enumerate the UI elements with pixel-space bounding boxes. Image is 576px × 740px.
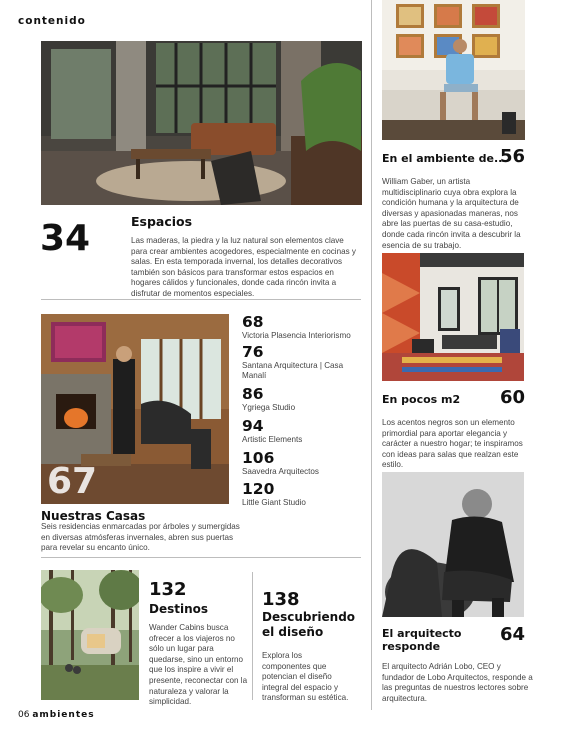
casas-item-name: Ygriega Studio (242, 403, 296, 412)
divider-casas (41, 557, 361, 558)
casas-item-number: 120 (242, 480, 275, 498)
divider-espacios (41, 299, 361, 300)
diseno-page-number: 138 (262, 589, 300, 610)
casas-list-item[interactable] (242, 344, 367, 386)
destinos-description: Wander Cabins busca ofrecer a los viajeros no sólo un lugar para quedarse, sino un entorno que los inspire a vivir el presente, reconectar con la naturaleza y valorar la simplicidad. (149, 623, 248, 707)
footer (18, 710, 95, 720)
destinos-cabin-photo[interactable] (41, 570, 139, 700)
casas-list-item[interactable] (242, 386, 367, 418)
casas-description: Seis residencias enmarcadas por árboles y sumergidas en diversas atmósferas invernales, abren sus puertas para revelar su encanto único. (41, 522, 240, 553)
column-divider (371, 0, 372, 710)
ambiente-artist-photo[interactable] (382, 0, 525, 140)
casas-item-number: 94 (242, 417, 264, 435)
casas-list-item[interactable] (242, 481, 367, 511)
footer-brand: ambientes (32, 710, 95, 720)
casas-item-number: 68 (242, 313, 264, 331)
pocos-title[interactable]: En pocos m2 (382, 393, 461, 406)
casas-list-item[interactable] (242, 418, 367, 450)
casas-list-item[interactable] (242, 450, 367, 481)
arquitecto-title[interactable]: El arquitecto responde (382, 627, 462, 653)
casas-list-item[interactable] (242, 314, 367, 344)
diseno-description: Explora los componentes que potencian el diseño integral del espacio y transforman su estética. (262, 651, 349, 703)
casas-item-name: Artistic Elements (242, 435, 303, 444)
casas-item-number: 76 (242, 343, 264, 361)
espacios-description: Las maderas, la piedra y la luz natural son elementos clave para crear ambientes acogedores, especialmente en cocinas y salas. En esta temporada invernal, los detalles decorativos también son básicos para transformar estos espacios en hogares cálidos y funcionales, donde cada rincón invita a disfrutar de momentos especiales. (131, 236, 356, 298)
ambiente-page-number: 56 (500, 146, 526, 167)
casas-page-number: 67 (47, 461, 98, 502)
pocos-description: Los acentos negros son un elemento primordial para aportar elegancia y carácter a nuestro hogar; te inspiramos con ideas para salas que realzan este estilo. (382, 418, 523, 470)
casas-item-name: Little Giant Studio (242, 498, 306, 507)
ambiente-title[interactable]: En el ambiente de... (382, 152, 507, 165)
diseno-title[interactable]: Descubriendo el diseño (262, 610, 356, 639)
destinos-page-number: 132 (149, 579, 187, 600)
divider-destinos (252, 572, 253, 700)
espacios-living-room-photo[interactable] (41, 41, 362, 205)
casas-item-number: 86 (242, 385, 264, 403)
espacios-page-number: 34 (40, 218, 91, 259)
espacios-title[interactable]: Espacios (131, 214, 193, 229)
destinos-title[interactable]: Destinos (149, 602, 209, 616)
casas-item-name: Victoria Plasencia Interiorismo (242, 331, 351, 340)
casas-item-name: Saavedra Arquitectos (242, 467, 319, 476)
casas-title[interactable]: Nuestras Casas (41, 509, 146, 523)
casas-item-name: Santana Arquitectura | Casa Manalí (242, 361, 344, 380)
pocos-page-number: 60 (500, 387, 526, 408)
casas-item-number: 106 (242, 449, 275, 467)
footer-page-number: 06 (18, 710, 30, 720)
arquitecto-page-number: 64 (500, 624, 526, 645)
ambiente-description: William Gaber, un artista multidisciplinario cuya obra explora la condición humana y la arquitectura de diversas y apasionadas maneras, nos abre las puertas de su casa-estudio, donde cada rincón invita a descubrir la esencia de su trabajo. (382, 177, 521, 250)
pocos-m2-living-photo[interactable] (382, 253, 524, 381)
arquitecto-portrait-photo[interactable] (382, 472, 524, 617)
casas-list (242, 314, 367, 511)
arquitecto-description: El arquitecto Adrián Lobo, CEO y fundador de Lobo Arquitectos, responde a las preguntas de nuestros lectores sobre arquitectura. (382, 662, 533, 703)
section-label: contenido (18, 15, 86, 27)
